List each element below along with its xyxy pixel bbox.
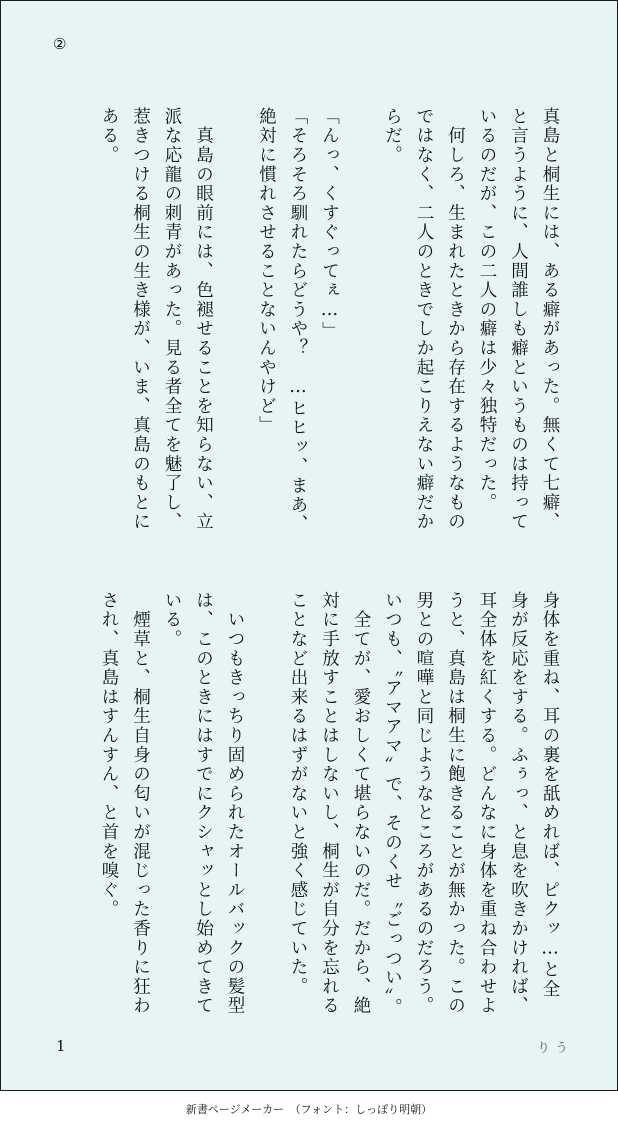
text-line: 絶対に慣れさせることないんやけど」 <box>256 107 277 436</box>
text-line: 男との喧嘩と同じようなところがあるのだろう。 <box>414 591 434 1016</box>
text-line: 煙草と、桐生自身の匂いが混じった香りに狂わ <box>130 591 151 1016</box>
text-line <box>345 107 377 527</box>
generator-caption: 新書ページメーカー （フォント：しっぽり明朝） <box>185 1103 433 1116</box>
text-line: いつも、〝アマアマ〟で、そのくせ〝ごっつい〟。 <box>382 591 403 1018</box>
text-line: 身が反応をする。ふぅっ、と息を吹きかければ、 <box>508 591 529 1016</box>
chapter-number: ② <box>53 35 67 53</box>
text-line: ではなく、二人のときでしか起こりえない癖だか <box>414 107 434 532</box>
text-line: うと、真島は桐生に飽きることが無かった。この <box>445 591 466 1016</box>
text-line <box>219 107 251 527</box>
text-line: 惹きつける桐生の生き様が、いま、真島のもとに <box>130 107 151 532</box>
text-line: 「そろそろ馴れたらどうや？ …ヒヒッ、まあ、 <box>288 107 308 535</box>
text-line: 真島の眼前には、色褪せることを知らない、立 <box>193 107 214 532</box>
text-line: され、真島はすんすん、と首を嗅ぐ。 <box>99 591 119 920</box>
text-line: 対に手放すことはしないし、桐生が自分を忘れる <box>319 591 340 1016</box>
text-line: 耳全体を紅くする。どんなに身体を重ね合わせよ <box>477 591 497 1016</box>
author-name: りう <box>537 1041 574 1056</box>
text-line: いる。 <box>162 591 182 649</box>
text-line: 身体を重ね、耳の裏を舐めれば、ピクッ…と全 <box>540 591 560 999</box>
text-line: らだ。 <box>382 107 403 165</box>
text-line: 「んっ、くすぐってぇ…」 <box>319 107 340 342</box>
text-line: と言うように、人間誰しも癖というものは持って <box>508 107 529 532</box>
text-line: いるのだが、この二人の癖は少々独特だった。 <box>477 107 497 513</box>
text-line: は、このときにはすでにクシャッとし始めてきて <box>193 591 214 1016</box>
text-line: いつもきっちり固められたオールバックの髪型 <box>225 591 245 1016</box>
text-line <box>250 591 282 1011</box>
text-line: 全てが、愛おしくて堪らないのだ。だから、絶 <box>351 591 371 1016</box>
text-line: 真島と桐生には、ある癖があった。無くて七癖、 <box>540 107 560 532</box>
page-number: 1 <box>56 1037 66 1055</box>
text-line: ことなど出来るはずがないと強く感じていた。 <box>288 591 308 997</box>
text-line: 派な応龍の刺青があった。見る者全てを魅了し、 <box>162 107 182 532</box>
text-block-top <box>93 107 566 535</box>
text-block-bottom <box>93 591 566 1018</box>
text-line: 何しろ、生まれたときから存在するようなもの <box>445 107 466 532</box>
text-line: ある。 <box>99 107 119 165</box>
